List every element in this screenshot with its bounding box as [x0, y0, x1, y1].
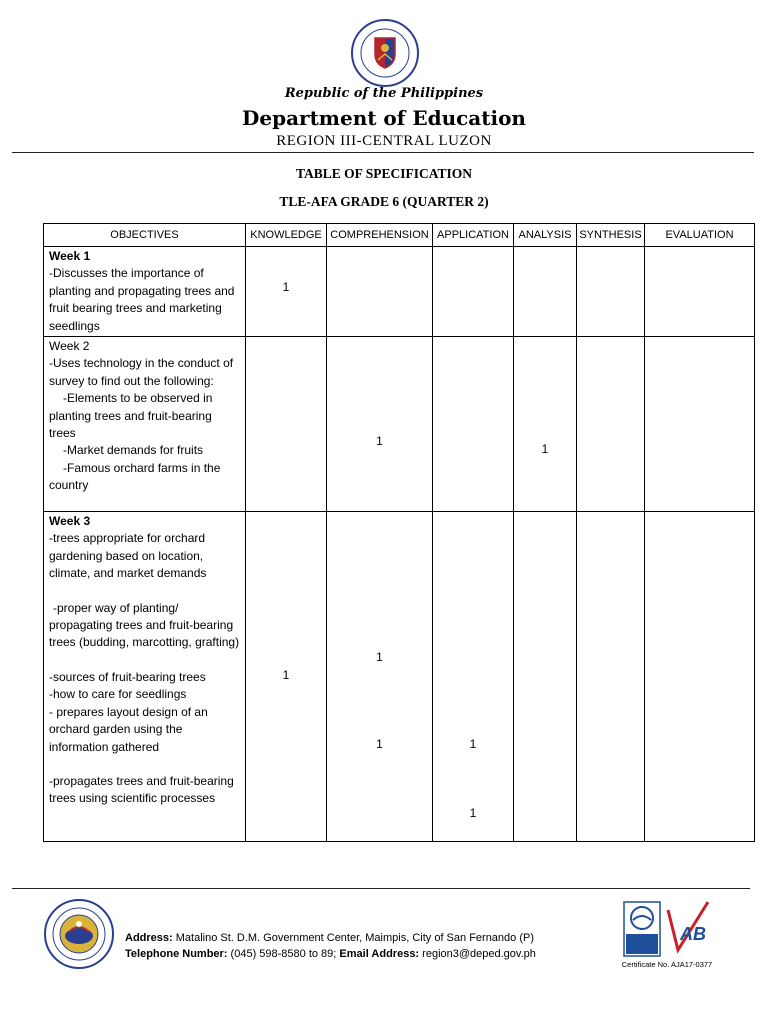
objective-line: -Market demands for fruits [63, 443, 204, 458]
specification-table [43, 223, 755, 842]
evaluation-cell [645, 512, 755, 842]
footer-divider [12, 888, 750, 889]
synthesis-cell [577, 512, 645, 842]
document-subtitle: TLE-AFA GRADE 6 (QUARTER 2) [279, 194, 489, 209]
comprehension-cell [327, 247, 433, 337]
objective-line: -Discusses the importance of planting and propagating trees and fruit bearing trees and marketing seedlings [49, 266, 235, 333]
evaluation-cell [645, 337, 755, 512]
column-header-comprehension: COMPREHENSION [327, 224, 433, 247]
cell-value: 1 [541, 442, 549, 457]
cell-value: 1 [376, 737, 383, 752]
week-label: Week 3 [49, 514, 91, 529]
department-heading: Department of Education [242, 106, 526, 130]
objective-line: -sources of fruit-bearing trees [49, 669, 206, 684]
column-header-synthesis: SYNTHESIS [577, 224, 645, 247]
cell-value: 1 [469, 806, 477, 821]
objective-line: -Famous orchard farms in the country [49, 460, 221, 493]
cert-mark-text: AB [680, 924, 706, 944]
objective-cell [44, 512, 246, 842]
analysis-cell [514, 512, 577, 842]
email-label: Email Address: [339, 948, 420, 960]
analysis-cell [514, 247, 577, 337]
objective-line: -proper way of planting/ propagating trees and fruit-bearing trees (budding, marcotting, grafting) [49, 600, 240, 650]
certification-logo-icon [618, 900, 718, 960]
column-header-objectives: OBJECTIVES [44, 224, 246, 247]
deped-footer-seal-icon [43, 898, 115, 970]
table-row [44, 247, 755, 337]
objective-line: -trees appropriate for orchard gardening based on location, climate, and market demands [49, 531, 207, 581]
analysis-cell [514, 337, 577, 512]
synthesis-cell [577, 247, 645, 337]
cell-value: 1 [469, 737, 477, 752]
comprehension-cell [327, 337, 433, 512]
address-label: Address: [125, 932, 173, 944]
cell-value: 1 [376, 434, 383, 449]
footer-contact [125, 930, 536, 962]
address-line [125, 930, 536, 946]
email-value: region3@deped.gov.ph [422, 948, 536, 960]
objective-cell [44, 337, 246, 512]
objective-line: -how to care for seedlings [49, 687, 187, 702]
knowledge-cell [246, 247, 327, 337]
objective-cell [44, 247, 246, 337]
phone-value: (045) 598-8580 to 89; [230, 948, 337, 960]
synthesis-cell [577, 337, 645, 512]
objective-line: -Elements to be observed in planting trees and fruit-bearing trees [49, 391, 213, 441]
application-cell [433, 337, 514, 512]
column-header-application: APPLICATION [433, 224, 514, 247]
comprehension-cell [327, 512, 433, 842]
region-heading: REGION III-CENTRAL LUZON [276, 133, 492, 149]
week-label: Week 1 [49, 249, 91, 263]
address-value: Matalino St. D.M. Government Center, Maimpis, City of San Fernando (P) [175, 932, 534, 944]
contact-line [125, 946, 536, 962]
application-cell [433, 512, 514, 842]
cell-value: 1 [282, 668, 290, 683]
column-header-evaluation: EVALUATION [645, 224, 755, 247]
table-row [44, 512, 755, 842]
objective-line: - prepares layout design of an orchard garden using the information gathered [49, 704, 208, 754]
document-title: TABLE OF SPECIFICATION [295, 166, 473, 181]
header-divider [12, 152, 754, 153]
objective-line: -Uses technology in the conduct of survey to find out the following: [49, 356, 234, 388]
republic-heading: Republic of the Philippines [284, 86, 484, 101]
evaluation-cell [645, 247, 755, 337]
column-header-analysis: ANALYSIS [514, 224, 577, 247]
knowledge-cell [246, 512, 327, 842]
phone-label: Telephone Number: [125, 948, 228, 960]
cell-value: 1 [376, 650, 383, 665]
deped-seal-icon [350, 18, 420, 88]
knowledge-cell [246, 337, 327, 512]
certificate-number: Certificate No. AJA17-0377 [621, 960, 713, 969]
table-row [44, 337, 755, 512]
table-header-row [44, 224, 755, 247]
objective-line: -propagates trees and fruit-bearing trees using scientific processes [49, 773, 234, 806]
week-label: Week 2 [49, 339, 90, 354]
application-cell [433, 247, 514, 337]
cell-value: 1 [282, 280, 290, 294]
column-header-knowledge: KNOWLEDGE [246, 224, 327, 247]
